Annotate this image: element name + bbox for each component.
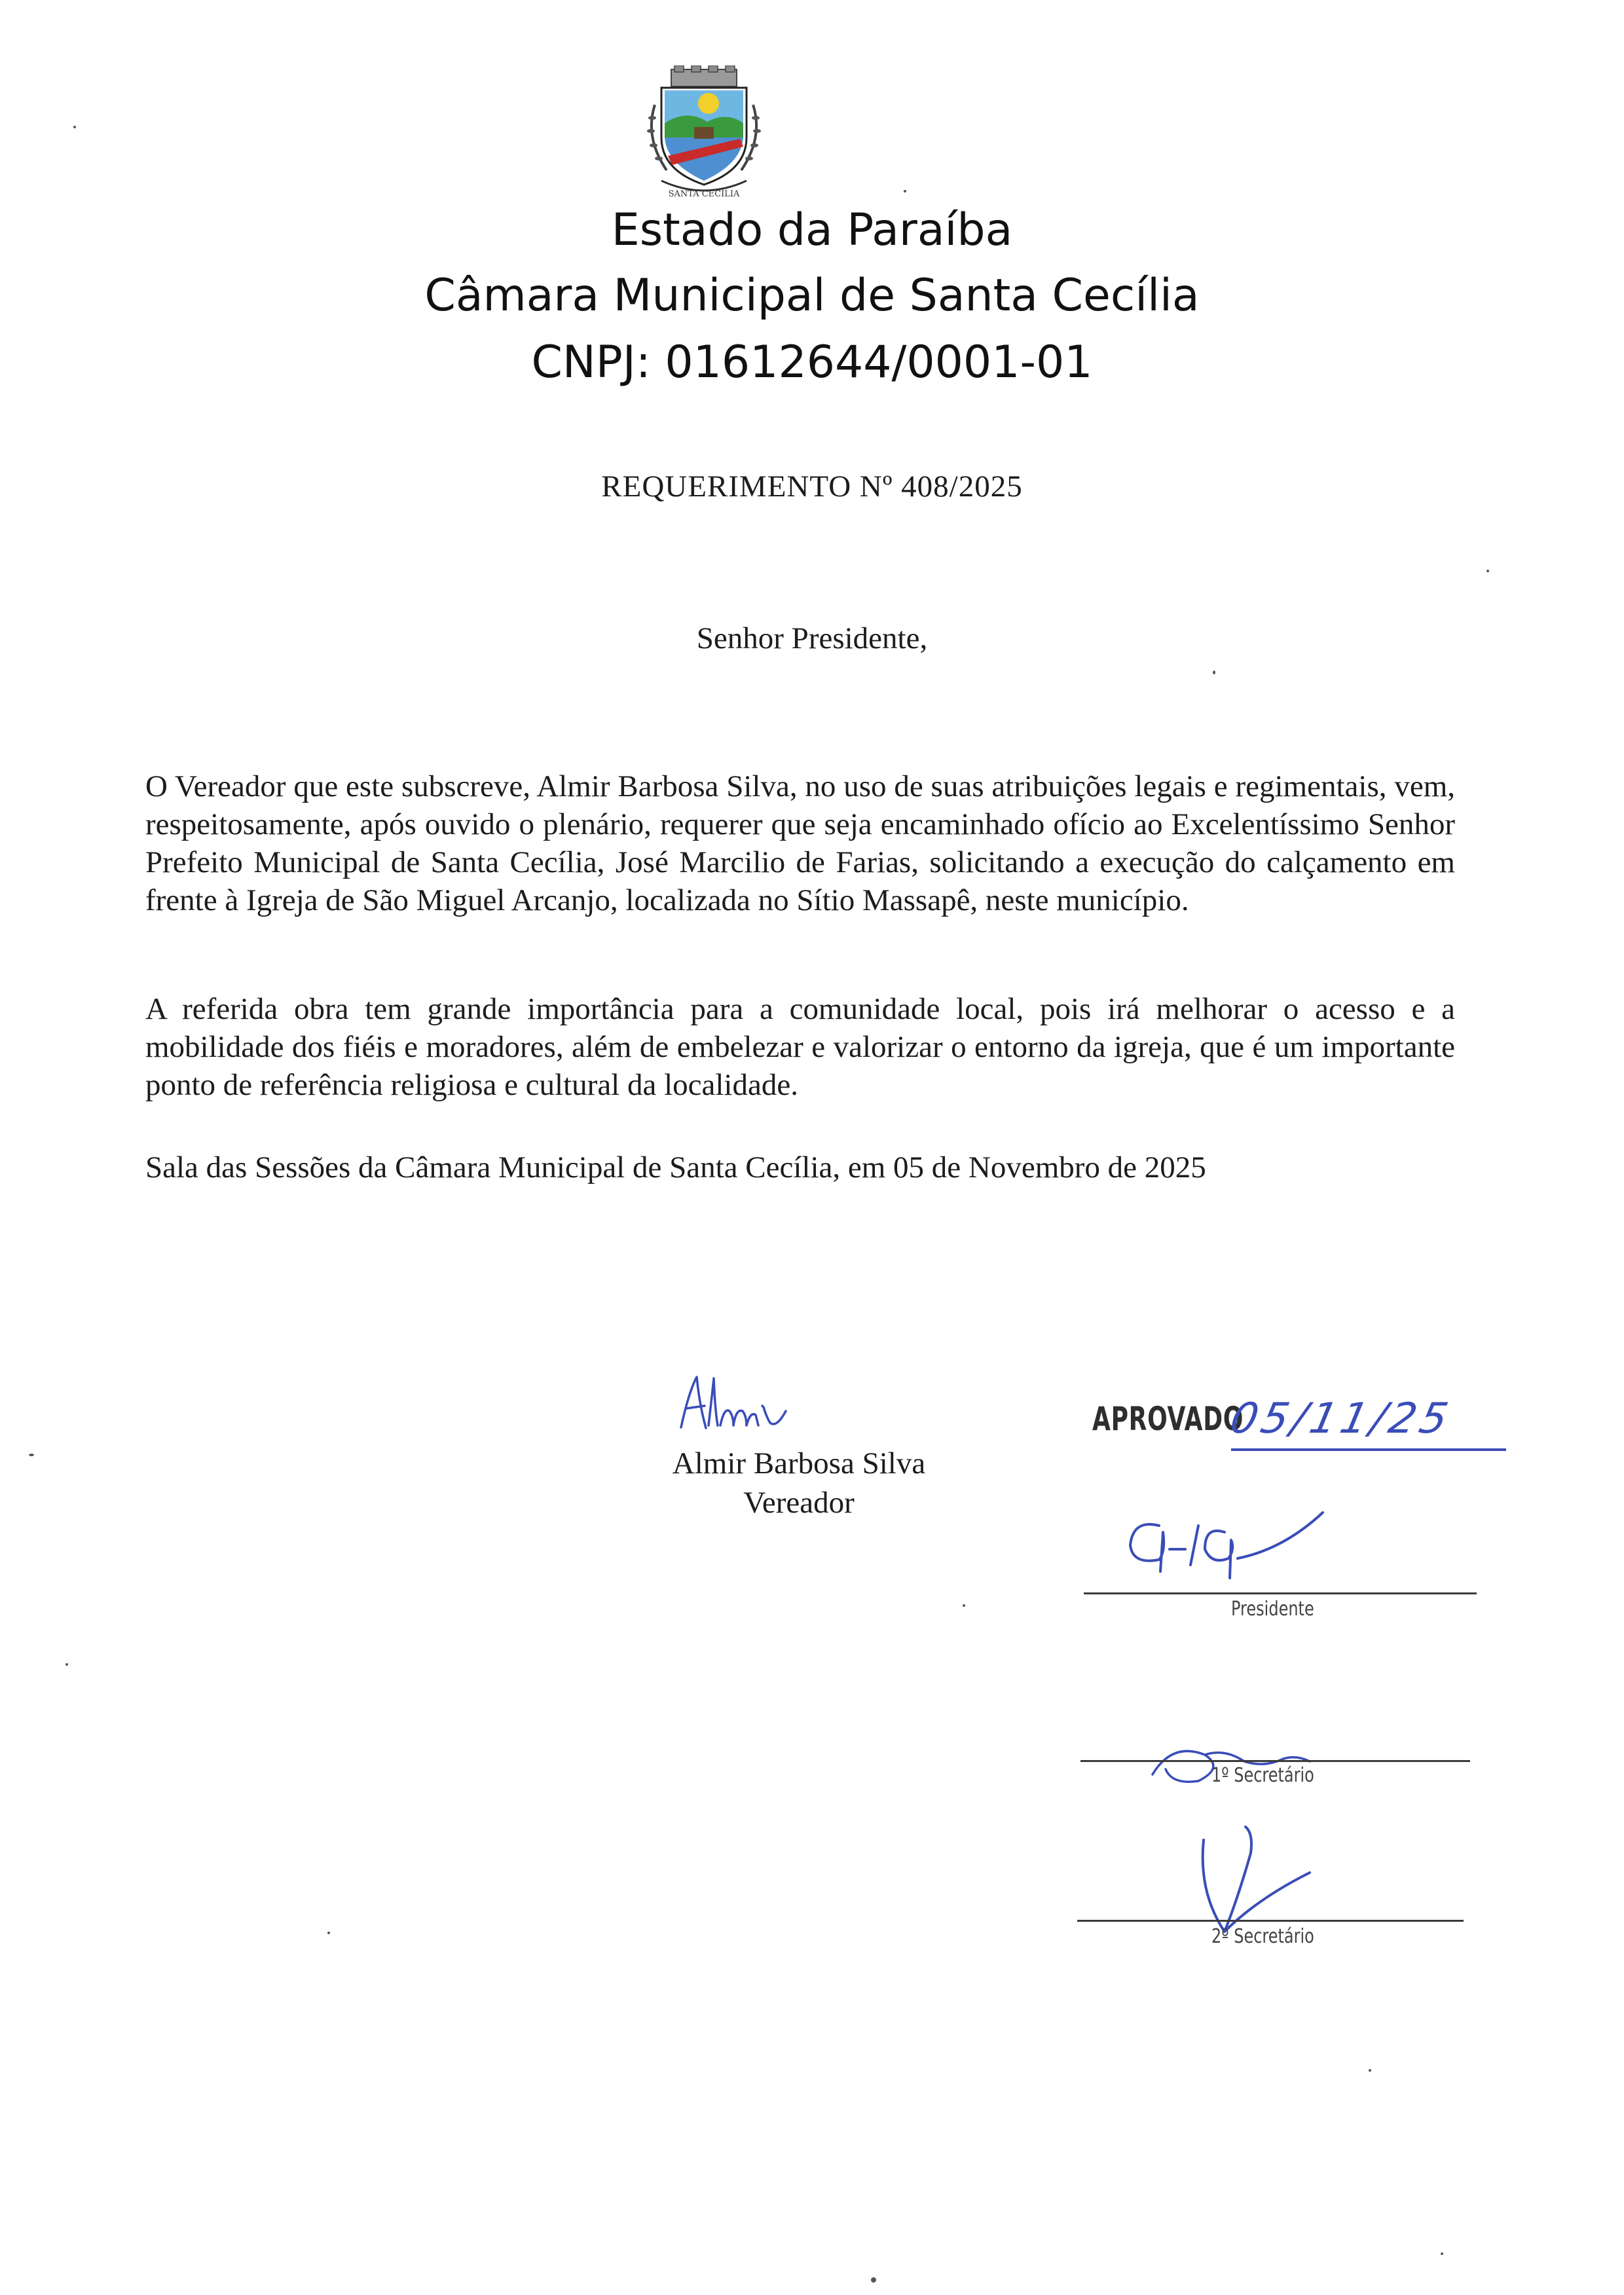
approval-date: 05/11/25 (1226, 1395, 1456, 1443)
document-title: REQUERIMENTO Nº 408/2025 (601, 469, 1023, 504)
president-signature-line (1084, 1592, 1477, 1594)
scan-speck (963, 1604, 965, 1607)
header-state: Estado da Paraíba (611, 204, 1013, 256)
municipal-coat-of-arms-icon (635, 65, 773, 203)
second-secretary-signature-line (1077, 1920, 1464, 1922)
salutation: Senhor Presidente, (696, 621, 928, 655)
date-underline (1231, 1448, 1506, 1451)
scan-speck (1369, 2069, 1371, 2072)
header-cnpj: CNPJ: 01612644/0001-01 (531, 337, 1093, 388)
second-secretary-label: 2º Secretário (1211, 1925, 1314, 1948)
president-signature (1113, 1486, 1349, 1585)
scan-speck (904, 190, 906, 193)
scan-speck (29, 1454, 34, 1456)
scan-speck (1213, 670, 1215, 674)
scan-speck (327, 1932, 330, 1934)
header-chamber: Câmara Municipal de Santa Cecília (424, 270, 1200, 321)
author-signature (674, 1365, 825, 1444)
closing-line: Sala das Sessões da Câmara Municipal de Santa Cecília, em 05 de Novembro de 2025 (145, 1150, 1206, 1184)
crest-motto: SANTA CECÍLIA (668, 189, 740, 199)
author-name: Almir Barbosa Silva (672, 1446, 926, 1480)
scan-speck (1441, 2252, 1443, 2255)
body-paragraph: A referida obra tem grande importância para a comunidade local, pois irá melhorar o acesso e a mobilidade dos fiéis e moradores, além de embelezar e valorizar o entorno da igreja, que é um importante ponto de referência religiosa e cultural da localidade. (145, 992, 1455, 1102)
approved-stamp: APROVADO (1092, 1400, 1244, 1438)
first-secretary-label: 1º Secretário (1211, 1764, 1314, 1787)
scan-speck (73, 126, 76, 128)
author-role: Vereador (743, 1486, 855, 1520)
scan-speck (1486, 570, 1489, 572)
president-label: Presidente (1231, 1598, 1314, 1621)
scan-speck (871, 2277, 876, 2283)
body-paragraph: O Vereador que este subscreve, Almir Barbosa Silva, no uso de suas atribuições legais e regimentais, vem, respeitosamente, após ouvido o plenário, requerer que seja encaminhado ofício ao Excelentíssimo Senhor Prefeito Municipal de Santa Cecília, José Marcilio de Farias, solicitando a execução do calçamento em frente à Igreja de São Miguel Arcanjo, localizada no Sítio Massapê, neste município. (145, 769, 1455, 917)
first-secretary-signature-line (1080, 1760, 1470, 1762)
scan-speck (65, 1663, 68, 1666)
